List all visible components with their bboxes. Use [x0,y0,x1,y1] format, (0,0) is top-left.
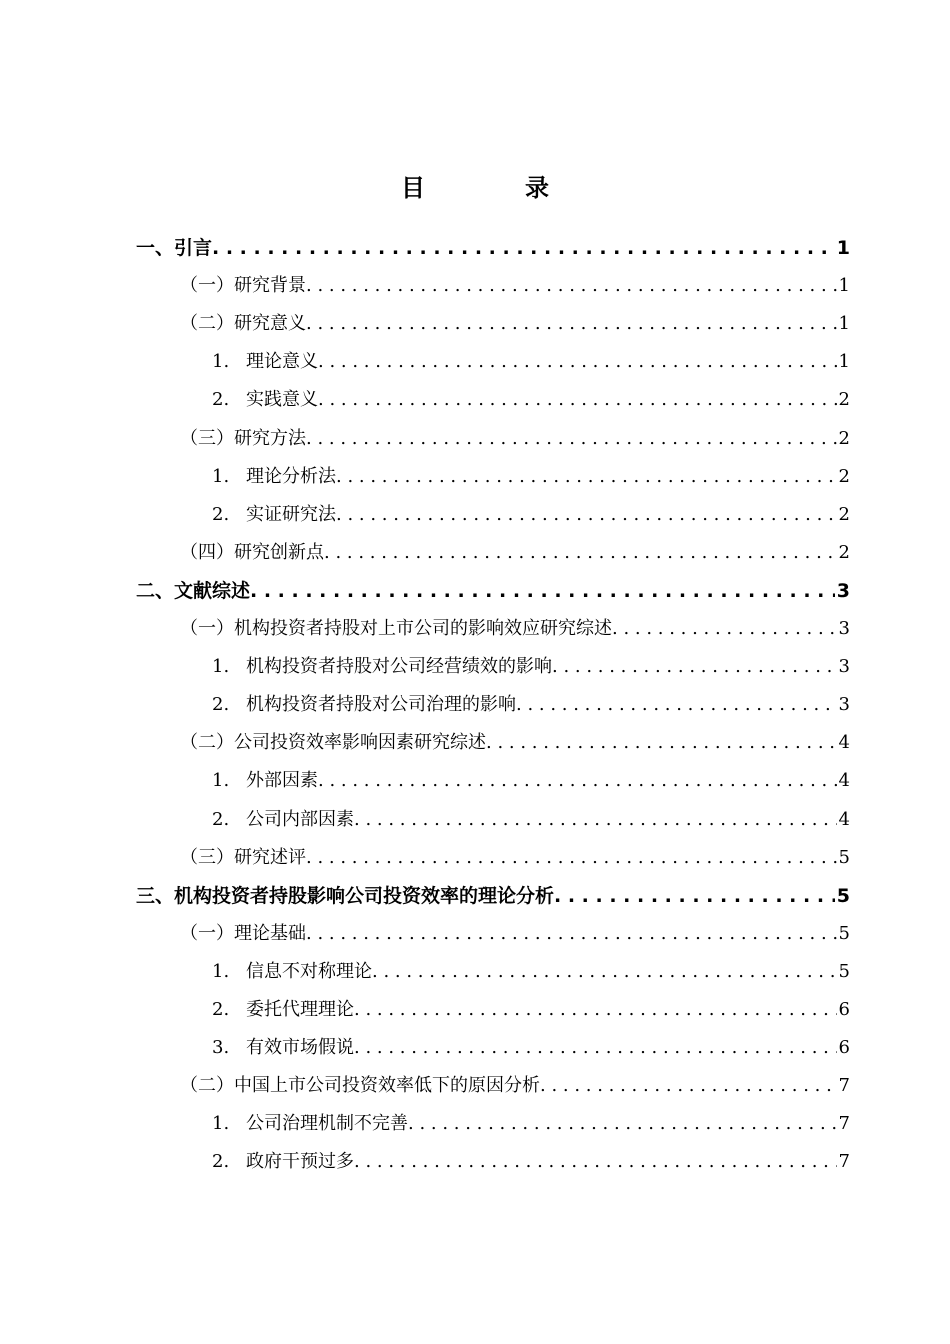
toc-entry-label [180,610,612,648]
toc-entry-label [212,1143,354,1181]
toc-entry[interactable] [212,496,850,534]
toc-entry-text: 机构投资者持股对公司治理的影响 [246,694,516,715]
toc-entry-number: 1. [212,1113,230,1134]
toc-entry-page-number: 3 [838,694,850,715]
toc-entry-page-number: 5 [838,923,850,944]
toc-entry-page-number: 6 [838,1037,850,1058]
toc-entry-label [180,915,306,953]
toc-entry-text: （一）理论基础 [180,923,306,944]
toc-entry-label [180,1067,540,1105]
toc-entry-text: （二）研究意义 [180,313,306,334]
dot-leader [306,267,837,305]
toc-entry-page-number: 3 [836,580,850,602]
toc-entry[interactable] [180,1067,850,1105]
toc-entry-label [212,1029,354,1067]
toc-title-right: 录 [525,174,549,202]
dot-leader [318,762,837,800]
toc-entry-label [212,343,318,381]
toc-entry-page-number: 2 [838,389,850,410]
toc-entry-number: 3. [212,1037,230,1058]
toc-entry-number: 1. [212,770,230,791]
toc-entry[interactable] [180,267,850,305]
toc-entry-label [212,801,354,839]
toc-entry-text: 信息不对称理论 [246,961,372,982]
toc-entry-number: 2. [212,694,230,715]
toc-entry-label [180,534,324,572]
toc-entry-page-number: 1 [838,275,850,296]
toc-entry-page-number: 1 [836,237,850,259]
dot-leader [354,1143,837,1181]
dot-leader [354,801,837,839]
toc-entry-text: 理论分析法 [246,466,336,487]
toc-entry-text: 外部因素 [246,770,318,791]
toc-entry-page-number: 5 [838,847,850,868]
toc-entry-label [136,229,212,267]
dot-leader [372,953,837,991]
toc-entry-text: 公司治理机制不完善 [246,1113,408,1134]
toc-entry[interactable] [180,534,850,572]
toc-entry-page-number: 5 [838,961,850,982]
toc-entry[interactable] [212,801,850,839]
toc-entry-text: （二）中国上市公司投资效率低下的原因分析 [180,1075,540,1096]
toc-entry-text: （四）研究创新点 [180,542,324,563]
dot-leader [336,496,837,534]
toc-entry-number: 1. [212,466,230,487]
toc-entry-text: （三）研究述评 [180,847,306,868]
toc-entry-number: 1. [212,351,230,372]
toc-entry-label [180,839,306,877]
toc-entry-page-number: 7 [838,1075,850,1096]
toc-entry-text: 实证研究法 [246,504,336,525]
toc-entry-label [212,381,318,419]
toc-entry-label [180,724,486,762]
dot-leader [486,724,837,762]
toc-entry[interactable] [180,305,850,343]
toc-entry-page-number: 1 [838,351,850,372]
dot-leader [318,343,837,381]
toc-entry-number: 1. [212,961,230,982]
dot-leader [250,572,835,610]
toc-entry-label [212,648,552,686]
toc-entry-page-number: 4 [838,809,850,830]
dot-leader [354,1029,837,1067]
toc-title [0,168,950,203]
toc-entry-number: 2. [212,809,230,830]
toc-entry[interactable] [136,877,850,915]
toc-entry-text: 政府干预过多 [246,1151,354,1172]
toc-entry-page-number: 3 [838,618,850,639]
toc-entry-page-number: 2 [838,542,850,563]
dot-leader [408,1105,837,1143]
toc-entry-label [212,496,336,534]
toc-entry-text: 理论意义 [246,351,318,372]
dot-leader [336,458,837,496]
toc-entry-page-number: 5 [836,885,850,907]
toc-entry-page-number: 2 [838,504,850,525]
toc-entry-page-number: 6 [838,999,850,1020]
dot-leader [540,1067,837,1105]
toc-entry[interactable] [212,648,850,686]
toc-entry-page-number: 2 [838,466,850,487]
toc-entry-number: 1. [212,656,230,677]
toc-entry[interactable] [212,1029,850,1067]
toc-entry[interactable] [136,572,850,610]
dot-leader [612,610,837,648]
toc-entry-page-number: 4 [838,732,850,753]
toc-entry-text: 实践意义 [246,389,318,410]
toc-entry-text: 公司内部因素 [246,809,354,830]
toc-entry-text: （一）机构投资者持股对上市公司的影响效应研究综述 [180,618,612,639]
toc-entry-text: 二、文献综述 [136,580,251,602]
toc-entry-page-number: 7 [838,1113,850,1134]
toc-entry-text: 一、引言 [136,237,213,259]
toc-entry-text: （三）研究方法 [180,428,306,449]
toc-entry-label [136,877,554,915]
toc-entry-number: 2. [212,504,230,525]
toc-entry-number: 2. [212,389,230,410]
toc-entry-label [136,572,250,610]
toc-entry-label [212,1105,408,1143]
dot-leader [306,305,837,343]
toc-entry[interactable] [212,343,850,381]
toc-entry-text: 委托代理理论 [246,999,354,1020]
toc-entry[interactable] [212,991,850,1029]
toc-entry-page-number: 7 [838,1151,850,1172]
toc-entry[interactable] [136,229,850,267]
toc-entry-text: 三、机构投资者持股影响公司投资效率的理论分析 [136,885,555,907]
toc-entry[interactable] [212,762,850,800]
dot-leader [516,686,837,724]
toc-entry[interactable] [212,686,850,724]
toc-entry-text: 机构投资者持股对公司经营绩效的影响 [246,656,552,677]
toc-entry[interactable] [212,458,850,496]
toc-title-left: 目 [401,174,425,202]
toc-entry-text: （二）公司投资效率影响因素研究综述 [180,732,486,753]
toc-entry-label [212,762,318,800]
toc-entry[interactable] [180,610,850,648]
toc-entry[interactable] [180,915,850,953]
dot-leader [306,839,837,877]
toc-entry-label [180,420,306,458]
toc-entry-label [212,991,354,1029]
dot-leader [324,534,837,572]
toc-entry-label [212,686,516,724]
dot-leader [306,420,837,458]
toc-entry-text: （一）研究背景 [180,275,306,296]
dot-leader [318,381,837,419]
toc-entry-label [180,305,306,343]
toc-entry-label [180,267,306,305]
toc-entry[interactable] [212,1105,850,1143]
toc-entry-label [212,953,372,991]
dot-leader [552,648,837,686]
toc-entry-page-number: 3 [838,656,850,677]
toc-entry-page-number: 4 [838,770,850,791]
toc-entry-number: 2. [212,1151,230,1172]
toc-entry[interactable] [212,953,850,991]
toc-entry[interactable] [180,420,850,458]
dot-leader [354,991,837,1029]
dot-leader [554,877,835,915]
toc-entry[interactable] [180,724,850,762]
dot-leader [306,915,837,953]
toc-entry-page-number: 2 [838,428,850,449]
dot-leader [212,229,835,267]
toc-entry-number: 2. [212,999,230,1020]
toc-entry-text: 有效市场假说 [246,1037,354,1058]
toc-entry[interactable] [212,1143,850,1181]
toc-entry-label [212,458,336,496]
toc-entry-page-number: 1 [838,313,850,334]
toc-entry[interactable] [180,839,850,877]
toc-entry[interactable] [212,381,850,419]
